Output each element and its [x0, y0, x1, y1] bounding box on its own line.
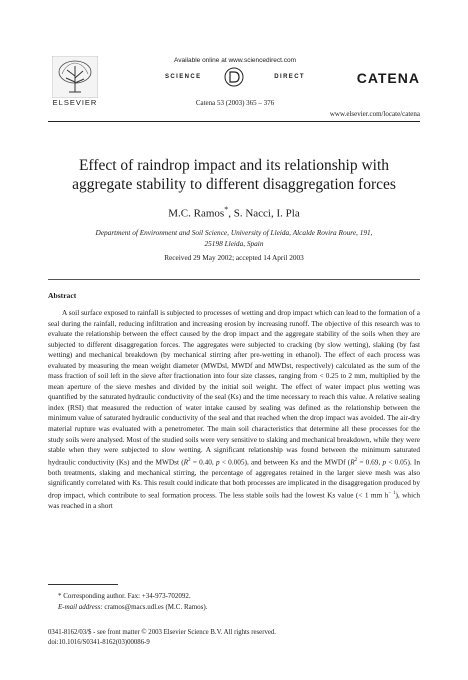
title-line-1: Effect of raindrop impact and its relationship with [78, 157, 390, 174]
available-online-text: Available online at www.sciencedirect.com [174, 57, 296, 64]
abstract-text-2: = 0.40, [190, 457, 216, 467]
abstract-divider [48, 279, 420, 280]
author-others: , S. Nacci, I. Pla [228, 207, 300, 220]
sciencedirect-right: DIRECT [274, 74, 305, 80]
affiliation [64, 227, 404, 249]
p-symbol: p [215, 457, 220, 467]
sciencedirect-d-icon [223, 66, 245, 88]
email-label: E-mail address: [58, 603, 103, 611]
email-footnote [58, 603, 207, 611]
abstract-text-4: = 0.69, [357, 457, 383, 467]
footnote-divider [48, 584, 118, 585]
corresponding-author-mark[interactable]: * [224, 205, 229, 214]
unit-superscript: − 1 [388, 490, 396, 496]
title-line-2: aggregate stability to different disaggregation forces [72, 176, 396, 193]
affiliation-line-1: Department of Environment and Soil Science, University of Lleida, Alcalde Rovira Roure, 191, [95, 228, 373, 237]
journal-url[interactable]: www.elsevier.com/locate/catena [329, 110, 420, 118]
abstract-text-3: < 0.005), and between Ks and the MWDf ( [219, 457, 351, 467]
abstract-text-5: < 0.05). In both treatments, slaking and mechanical stirring, the percentage of aggregates retained in the larger sieve mesh was also significantly correlated with Ks. This result could indicate that both processes are implicated in the disaggregation produced by drop impact, which contribute to seal formation process. The less stable soils had the lowest Ks value (< 1 mm h [48, 457, 420, 500]
email-address[interactable]: cramos@macs.udl.es (M.C. Ramos). [102, 603, 208, 611]
sciencedirect-logo [165, 66, 305, 90]
footnote-fax: Corresponding author. Fax: +34-973-702092. [61, 592, 191, 600]
doi-line[interactable]: doi:10.1016/S0341-8162(03)00086-9 [48, 639, 150, 646]
author-ramos[interactable]: M.C. Ramos [168, 207, 225, 220]
superscript-2: 2 [188, 457, 191, 463]
r-symbol-2: R [350, 457, 355, 467]
affiliation-line-2: 25198 Lleida, Spain [204, 239, 264, 248]
journal-name: CATENA [356, 70, 420, 86]
r-symbol: R [183, 457, 189, 467]
article-title [48, 156, 420, 194]
author-list [48, 205, 420, 220]
elsevier-tree-logo [52, 56, 98, 98]
superscript-2-b: 2 [354, 457, 358, 463]
p-symbol-2: p [382, 457, 387, 467]
abstract-text-1: A soil surface exposed to rainfall is subjected to processes of wetting and drop impact which can lead to the formation of a seal during the rainfall, reducing infiltration and increasing erosion by increasing runoff. The objective of this research was to evaluate the relationship between the effect caused by the drop impact and the aggregate stability of the soils when they are subjected to different disaggregation forces. The aggregates were subjected to cracking (by slow wetting), slaking (by fast wetting) and mechanical breakdown (by mechanical stirring after pre-wetting in ethanol). The effect of each process was evaluated by measuring the mean weight diameter (MWDsl, MWDf and MWDst, respectively) calculated as the sum of the mass fraction of soil left in the sieve after fractionation into four size classes, ranging from < 0.25 to 2 mm, multiplied by the mean aperture of the sieve meshes and divided by the initial soil weight. The effect of water impact plus wetting was quantified by the saturated hydraulic conductivity of the seal (Ks) and the time necessary to reach this value. A relative sealing index (RSI) that measured the reduction of water intake caused by sealing was defined as the relationship between the minimum value of saturated hydraulic conductivity of the seal and that reached when the drop impact was avoided. The air-dry material rupture was evaluated with a penetrometer. The main soil characteristics that determine all these processes for the study soils were analysed. Most of the studied soils were very sensitive to slaking and mechanical breakdown, while they were stable when they were subjected to slow wetting. A significant relationship was found between the minimum saturated hydraulic conductivity (Ks) and the MWDst ( [48, 308, 420, 467]
abstract-text-6: ), which was reached in a short [48, 490, 420, 510]
publisher-name: ELSEVIER [52, 98, 98, 107]
journal-citation: Catena 53 (2003) 365 – 376 [195, 99, 275, 107]
footnote-mark: * [58, 592, 62, 600]
abstract-body [48, 308, 420, 511]
abstract-heading: Abstract [48, 291, 77, 300]
copyright-line: 0341-8162/03/$ - see front matter © 2003 Elsevier Science B.V. All rights reserved. [48, 629, 276, 636]
sciencedirect-left: SCIENCE [165, 74, 202, 80]
corresponding-footnote [58, 592, 191, 600]
header-divider [48, 121, 420, 122]
received-dates: Received 29 May 2002; accepted 14 April 2003 [164, 253, 304, 262]
